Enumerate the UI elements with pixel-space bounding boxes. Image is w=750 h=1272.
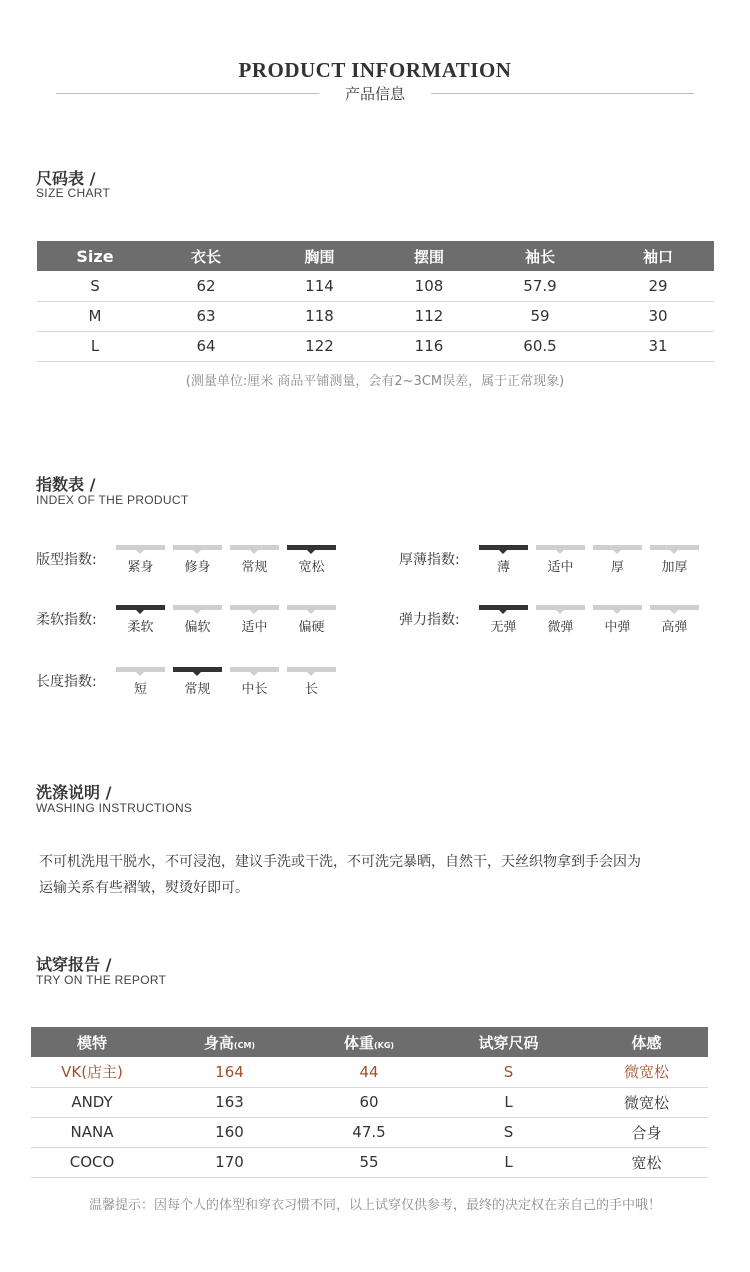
index-pointer-icon [307,550,315,554]
table-cell: ANDY [31,1087,153,1117]
report-col-header-model: 模特 [31,1027,153,1057]
index-option-label: 柔软 [127,620,154,635]
report-subtitle: TRY ON THE REPORT [36,973,167,987]
index-option-label: 偏软 [184,620,211,635]
report-col-weight-unit: (KG) [373,1040,395,1050]
index-option [536,545,585,575]
index-pointer-icon [250,610,258,614]
table-cell: L [432,1087,585,1117]
size-chart-note: (测量单位:厘米 商品平铺测量，会有2~3CM误差，属于正常现象) [185,374,565,389]
index-option-label: 中弹 [604,620,631,635]
index-option-selected [116,605,165,635]
table-cell: 55 [306,1147,432,1177]
index-pointer-icon [556,610,564,614]
index-pointer-icon [193,610,201,614]
table-cell: 122 [259,331,380,361]
index-pointer-icon [670,610,678,614]
index-option [536,605,585,635]
header-divider-right [431,93,694,94]
index-title: 指数表 / [36,475,96,494]
index-pointer-icon [307,610,315,614]
index-pointer-icon [136,672,144,676]
table-cell: 微宽松 [585,1057,708,1087]
size-chart-col-header: Size [37,241,153,271]
index-option-selected [479,545,528,575]
table-cell: 60.5 [478,331,602,361]
table-cell: 114 [259,271,380,301]
report-col-header-weight [306,1027,432,1057]
index-option [230,545,279,575]
washing-title: 洗涤说明 / [36,783,112,802]
washing-subtitle: WASHING INSTRUCTIONS [36,801,193,815]
index-pointer-icon [250,672,258,676]
index-option-label: 宽松 [298,560,325,575]
size-chart-title: 尺码表 / [36,169,96,188]
index-option [116,667,165,697]
index-pointer-icon [193,550,201,554]
washing-text-line-1: 不可机洗甩干脱水，不可浸泡，建议手洗或干洗，不可洗完暴晒，自然干，天丝织物拿到手会因为 [39,854,641,870]
index-option [173,545,222,575]
index-option-label: 短 [133,682,147,697]
table-cell: 118 [259,301,380,331]
report-note: 温馨提示：因每个人的体型和穿衣习惯不同，以上试穿仅供参考，最终的决定权在亲自己的手中哦！ [88,1198,661,1213]
table-cell: 63 [153,301,259,331]
table-row [31,1057,708,1087]
table-cell: 44 [306,1057,432,1087]
table-cell: 微宽松 [585,1087,708,1117]
table-cell: 170 [153,1147,306,1177]
index-option [230,605,279,635]
report-col-header-feel: 体感 [585,1027,708,1057]
table-cell: S [37,271,153,301]
report-header-row [31,1027,708,1057]
index-label: 柔软指数: [36,612,97,628]
table-cell: S [432,1057,585,1087]
page-subtitle: 产品信息 [344,85,405,103]
size-chart-col-header: 胸围 [259,241,380,271]
report-col-height-label: 身高 [203,1033,234,1052]
table-cell: 163 [153,1087,306,1117]
size-chart-header-row [37,241,714,271]
index-option [116,545,165,575]
report-col-header-height [153,1027,306,1057]
table-cell: 164 [153,1057,306,1087]
index-option-label: 修身 [184,560,211,575]
table-row [31,1147,708,1177]
index-pointer-icon [499,550,507,554]
index-pointer-icon [193,672,201,676]
report-col-weight-label: 体重 [343,1033,374,1052]
report-col-height-unit: (CM) [233,1040,256,1050]
index-option-label: 适中 [547,560,574,575]
size-chart-col-header: 袖长 [478,241,602,271]
index-pointer-icon [556,550,564,554]
index-pointer-icon [136,550,144,554]
table-cell: 31 [602,331,714,361]
table-row [37,331,714,361]
table-row [31,1087,708,1117]
size-chart-subtitle: SIZE CHART [36,186,111,200]
index-option [650,605,699,635]
table-row [37,301,714,331]
size-chart-col-header: 衣长 [153,241,259,271]
index-option-label: 无弹 [490,620,517,635]
index-option-label: 中长 [241,682,268,697]
size-chart-col-header: 摆围 [380,241,478,271]
size-chart-table [37,241,714,362]
table-cell: VK(店主) [31,1057,153,1087]
index-option [230,667,279,697]
table-cell: 64 [153,331,259,361]
report-col-header-size: 试穿尺码 [432,1027,585,1057]
table-cell: COCO [31,1147,153,1177]
size-chart-col-header: 袖口 [602,241,714,271]
page-title: PRODUCT INFORMATION [238,58,512,82]
table-cell: 47.5 [306,1117,432,1147]
table-cell: S [432,1117,585,1147]
index-pointer-icon [613,550,621,554]
washing-text-line-2: 运输关系有些褶皱，熨烫好即可。 [39,880,249,896]
table-cell: 57.9 [478,271,602,301]
index-option-label: 微弹 [547,620,574,635]
table-cell: L [37,331,153,361]
index-option-label: 加厚 [661,560,688,575]
index-pointer-icon [670,550,678,554]
index-pointer-icon [136,610,144,614]
report-title: 试穿报告 / [36,955,112,974]
index-label: 长度指数: [36,674,97,690]
index-option [650,545,699,575]
table-cell: NANA [31,1117,153,1147]
table-cell: 29 [602,271,714,301]
index-option [287,605,336,635]
table-cell: 60 [306,1087,432,1117]
index-label: 版型指数: [36,552,97,568]
table-cell: 160 [153,1117,306,1147]
table-cell: 108 [380,271,478,301]
index-label: 厚薄指数: [399,552,460,568]
table-cell: 30 [602,301,714,331]
index-pointer-icon [499,610,507,614]
index-label: 弹力指数: [399,612,460,628]
index-option [593,605,642,635]
index-option-label: 高弹 [661,620,688,635]
index-option-label: 偏硬 [298,620,325,635]
index-pointer-icon [250,550,258,554]
index-option-label: 紧身 [127,560,154,575]
index-option-label: 适中 [241,620,268,635]
table-cell: 宽松 [585,1147,708,1177]
index-option [287,667,336,697]
index-option-label: 常规 [241,560,268,575]
table-cell: M [37,301,153,331]
table-cell: 合身 [585,1117,708,1147]
table-cell: 116 [380,331,478,361]
index-option-selected [287,545,336,575]
index-pointer-icon [613,610,621,614]
table-row [37,271,714,301]
table-cell: L [432,1147,585,1177]
table-row [31,1117,708,1147]
index-option-label: 常规 [184,682,211,697]
index-option [173,605,222,635]
index-pointer-icon [307,672,315,676]
try-on-report-table [31,1027,708,1178]
table-cell: 62 [153,271,259,301]
index-option-label: 薄 [496,560,510,575]
index-option-selected [173,667,222,697]
table-cell: 112 [380,301,478,331]
index-option [593,545,642,575]
index-option-selected [479,605,528,635]
index-option-label: 长 [304,682,318,697]
index-option-label: 厚 [610,560,624,575]
index-subtitle: INDEX OF THE PRODUCT [36,493,189,507]
table-cell: 59 [478,301,602,331]
